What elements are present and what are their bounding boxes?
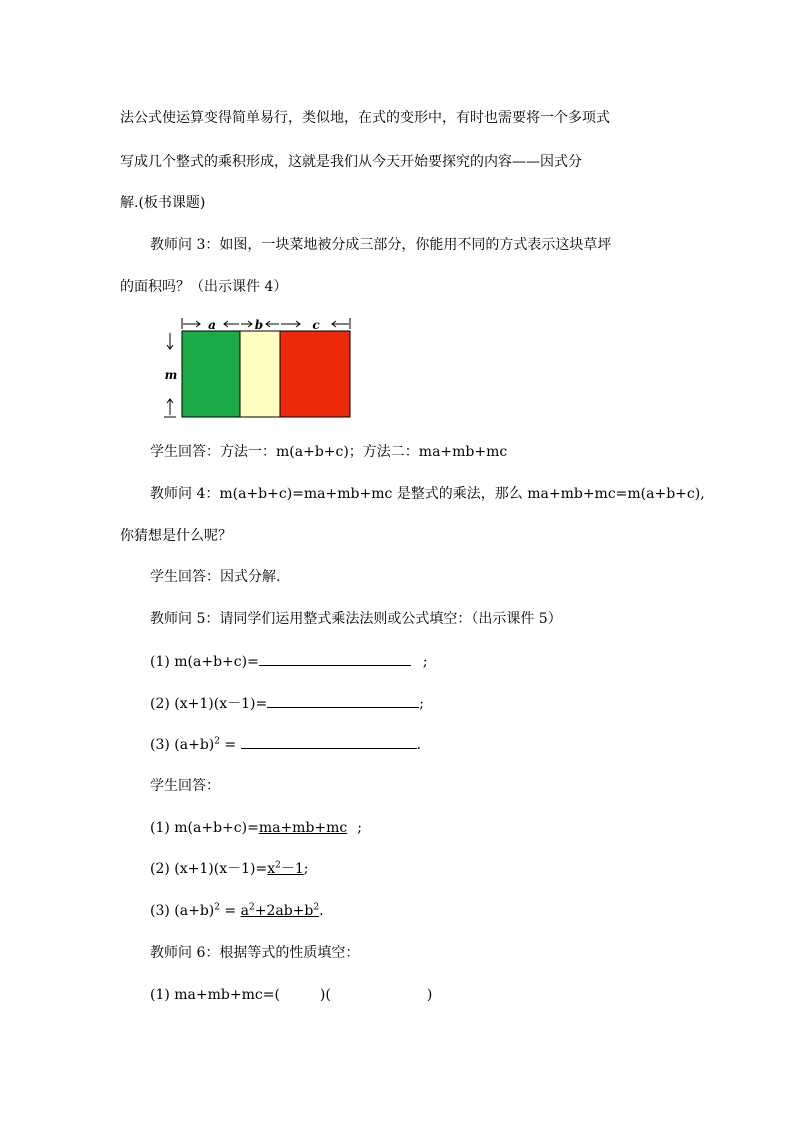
fill-item-2: (2) (x+1)(x－1)= ; — [150, 693, 424, 714]
intro-line-1: 法公式使运算变得简单易行，类似地，在式的变形中，有时也需要将一个多项式 — [120, 110, 610, 126]
region-c — [280, 331, 350, 417]
answer-item-1: (1) m(a+b+c)=ma+mb+mc ; — [150, 820, 362, 836]
question-4-line-1: 教师问 4：m(a+b+c)=ma+mb+mc 是整式的乘法，那么 ma+mb+mc=m(a+b+c), — [150, 486, 705, 502]
answer-5-label: 学生回答： — [150, 778, 220, 794]
last-fill-item: (1) ma+mb+mc=( )( ) — [150, 987, 433, 1003]
answer-3: 学生回答：方法一：m(a+b+c)；方法二：ma+mb+mc — [150, 444, 508, 460]
intro-line-3: 解.(板书课题) — [120, 195, 206, 211]
question-3-line-1: 教师问 3：如图，一块菜地被分成三部分，你能用不同的方式表示这块草坪 — [150, 237, 612, 253]
question-6: 教师问 6：根据等式的性质填空： — [150, 945, 360, 961]
answer-item-2: (2) $(x+1)(x-1)=x^2-1$; — [150, 860, 309, 877]
intro-line-2: 写成几个整式的乘积形成，这就是我们从今天开始要探究的内容——因式分 — [120, 154, 582, 170]
label-b: b — [254, 318, 264, 332]
region-b — [240, 331, 280, 417]
blank-3[interactable] — [241, 734, 417, 749]
label-m: m — [164, 368, 178, 382]
label-c: c — [312, 318, 320, 332]
answer-4: 学生回答：因式分解. — [150, 569, 281, 585]
label-a: a — [208, 318, 216, 332]
blank-1[interactable] — [259, 651, 411, 666]
answer-item-3: (3) $(a+b)^2 = a^2+2ab+b^2$. — [150, 902, 324, 919]
blank-2[interactable] — [267, 693, 419, 708]
question-4-line-2: 你猜想是什么呢？ — [120, 528, 232, 544]
fill-item-3: (3) $(a+b)^2$ = . — [150, 734, 421, 755]
region-a — [182, 331, 240, 417]
fill-item-1: (1) m(a+b+c)= ; — [150, 651, 428, 672]
question-5: 教师问 5：请同学们运用整式乘法法则或公式填空：（出示课件 5） — [150, 611, 562, 627]
question-3-line-2: 的面积吗？（出示课件 4） — [120, 279, 288, 295]
plot-area-figure — [160, 315, 360, 425]
